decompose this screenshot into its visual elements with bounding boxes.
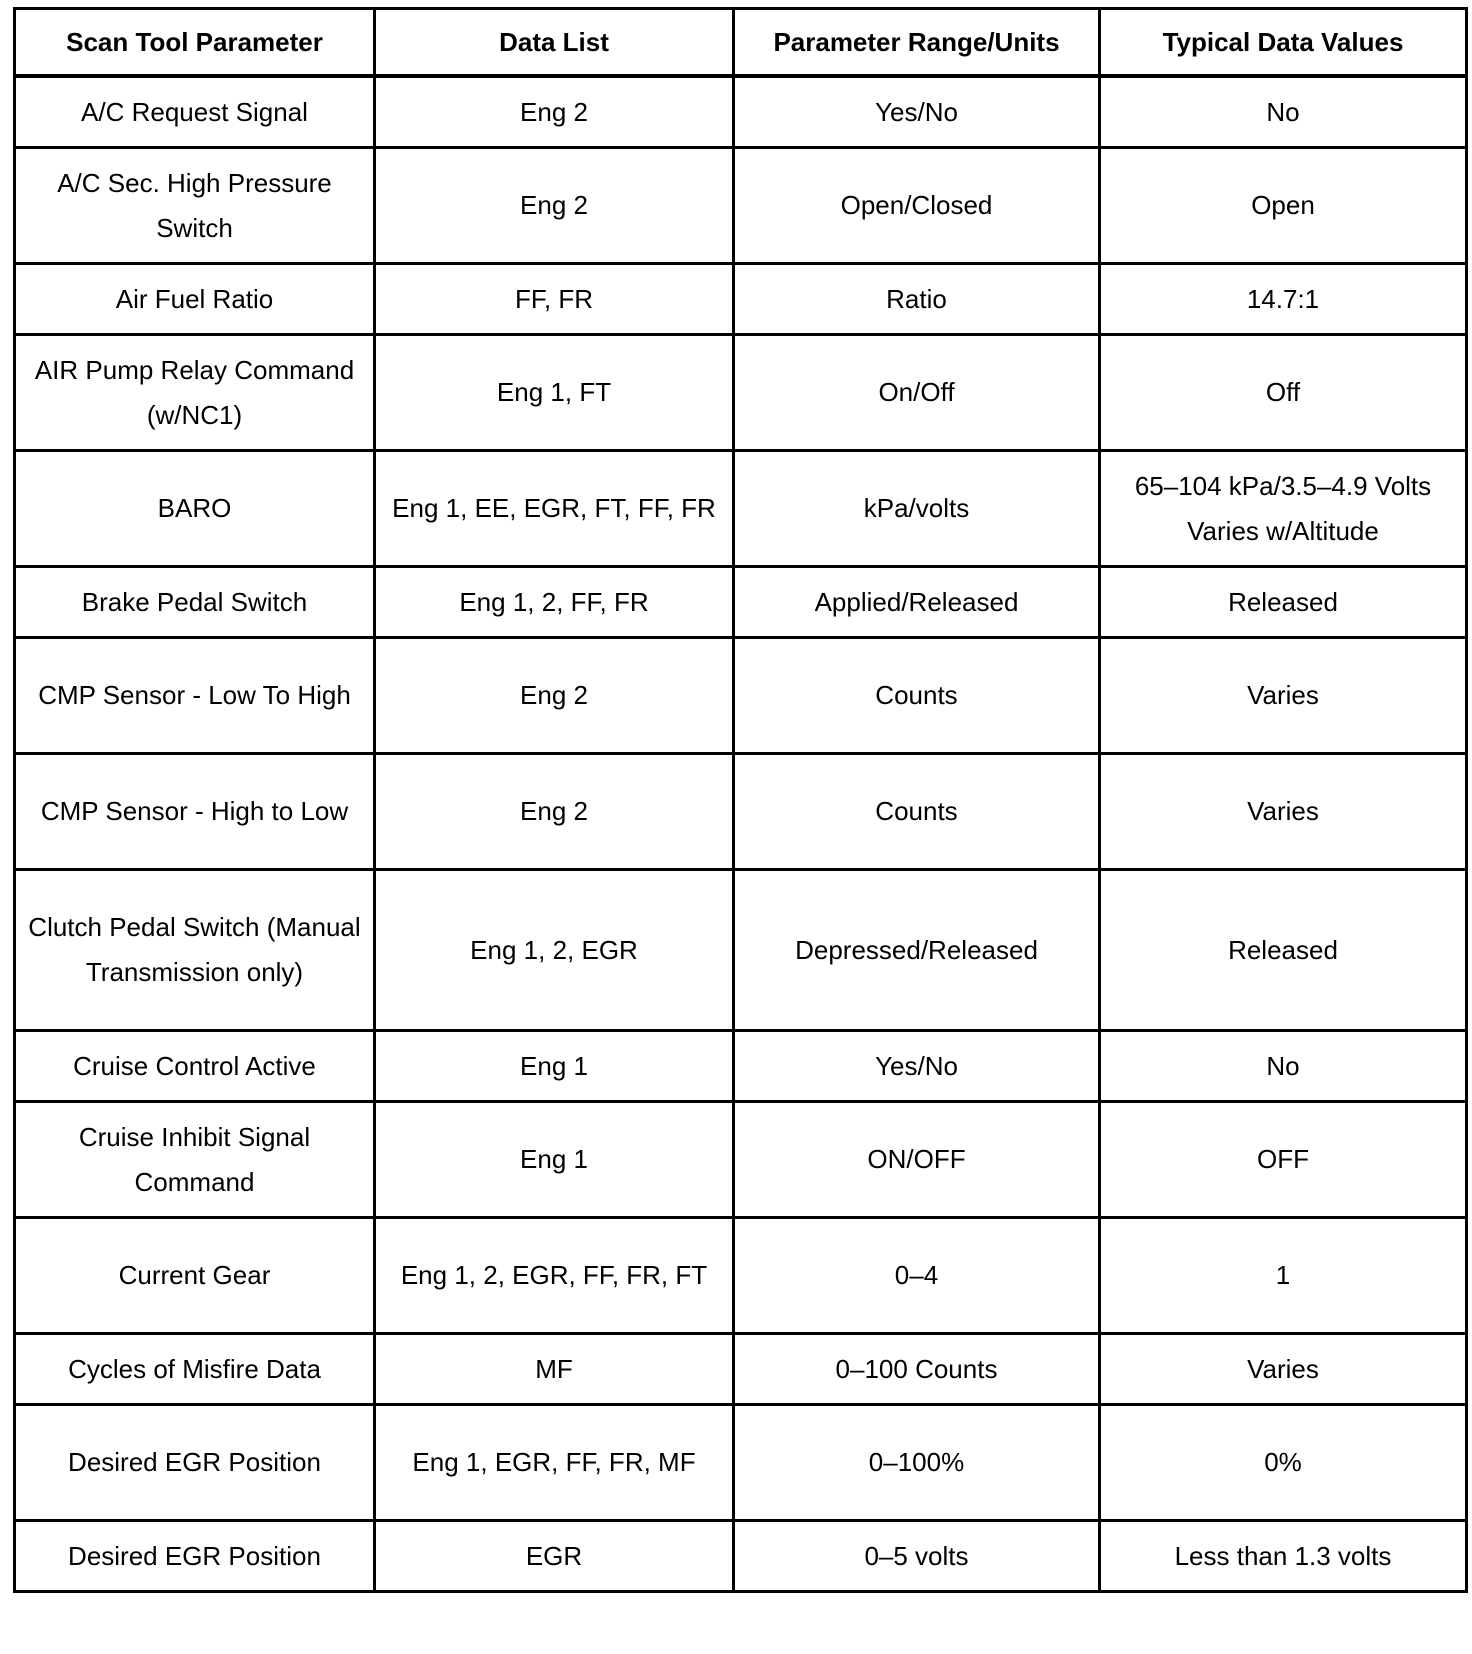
cell-parameter: BARO: [15, 451, 375, 567]
cell-typical-value: 0%: [1100, 1405, 1467, 1521]
table-row: [15, 1031, 1467, 1102]
cell-typical-value: Varies: [1100, 638, 1467, 754]
cell-range-units: Counts: [734, 638, 1100, 754]
table-row: [15, 1405, 1467, 1521]
cell-range-units: Yes/No: [734, 1031, 1100, 1102]
cell-typical-value: Less than 1.3 volts: [1100, 1521, 1467, 1592]
cell-data-list: Eng 1: [375, 1031, 734, 1102]
cell-parameter: Desired EGR Position: [15, 1521, 375, 1592]
header-typical-data-values: Typical Data Values: [1100, 9, 1467, 77]
table-row: [15, 1218, 1467, 1334]
cell-range-units: ON/OFF: [734, 1102, 1100, 1218]
cell-range-units: 0–100%: [734, 1405, 1100, 1521]
cell-typical-value: 1: [1100, 1218, 1467, 1334]
cell-data-list: FF, FR: [375, 264, 734, 335]
table-row: [15, 754, 1467, 870]
cell-parameter: AIR Pump Relay Command (w/NC1): [15, 335, 375, 451]
table-row: [15, 1521, 1467, 1592]
cell-typical-value: No: [1100, 76, 1467, 148]
header-data-list: Data List: [375, 9, 734, 77]
cell-data-list: Eng 2: [375, 76, 734, 148]
cell-data-list: Eng 2: [375, 148, 734, 264]
cell-data-list: Eng 2: [375, 754, 734, 870]
cell-typical-value: Released: [1100, 870, 1467, 1031]
document-page: [13, 7, 1465, 1593]
cell-data-list: Eng 1, 2, FF, FR: [375, 567, 734, 638]
cell-data-list: Eng 1, 2, EGR, FF, FR, FT: [375, 1218, 734, 1334]
cell-typical-value: No: [1100, 1031, 1467, 1102]
cell-data-list: Eng 1: [375, 1102, 734, 1218]
cell-parameter: Air Fuel Ratio: [15, 264, 375, 335]
table-row: [15, 1334, 1467, 1405]
table-row: [15, 76, 1467, 148]
cell-range-units: Depressed/Released: [734, 870, 1100, 1031]
cell-data-list: MF: [375, 1334, 734, 1405]
cell-range-units: Open/Closed: [734, 148, 1100, 264]
cell-parameter: A/C Request Signal: [15, 76, 375, 148]
cell-data-list: Eng 1, EE, EGR, FT, FF, FR: [375, 451, 734, 567]
header-scan-tool-parameter: Scan Tool Parameter: [15, 9, 375, 77]
cell-parameter: Cycles of Misfire Data: [15, 1334, 375, 1405]
table-row: [15, 567, 1467, 638]
cell-typical-value: Varies: [1100, 1334, 1467, 1405]
cell-typical-value: Open: [1100, 148, 1467, 264]
cell-data-list: Eng 1, 2, EGR: [375, 870, 734, 1031]
cell-range-units: 0–5 volts: [734, 1521, 1100, 1592]
cell-range-units: Yes/No: [734, 76, 1100, 148]
cell-range-units: 0–100 Counts: [734, 1334, 1100, 1405]
scan-tool-data-table: [13, 7, 1468, 1593]
table-row: [15, 638, 1467, 754]
table-header-row: [15, 9, 1467, 77]
cell-parameter: CMP Sensor - High to Low: [15, 754, 375, 870]
cell-parameter: Brake Pedal Switch: [15, 567, 375, 638]
cell-data-list: Eng 1, FT: [375, 335, 734, 451]
cell-range-units: Ratio: [734, 264, 1100, 335]
cell-parameter: A/C Sec. High Pressure Switch: [15, 148, 375, 264]
cell-data-list: EGR: [375, 1521, 734, 1592]
cell-range-units: Applied/Released: [734, 567, 1100, 638]
cell-typical-value: 65–104 kPa/3.5–4.9 Volts Varies w/Altitude: [1100, 451, 1467, 567]
cell-parameter: CMP Sensor - Low To High: [15, 638, 375, 754]
cell-typical-value: Varies: [1100, 754, 1467, 870]
table-row: [15, 451, 1467, 567]
cell-parameter: Cruise Control Active: [15, 1031, 375, 1102]
table-row: [15, 335, 1467, 451]
cell-range-units: On/Off: [734, 335, 1100, 451]
cell-typical-value: 14.7:1: [1100, 264, 1467, 335]
cell-typical-value: Off: [1100, 335, 1467, 451]
cell-typical-value: Released: [1100, 567, 1467, 638]
table-row: [15, 870, 1467, 1031]
cell-data-list: Eng 2: [375, 638, 734, 754]
cell-parameter: Desired EGR Position: [15, 1405, 375, 1521]
cell-range-units: Counts: [734, 754, 1100, 870]
table-row: [15, 1102, 1467, 1218]
cell-parameter: Clutch Pedal Switch (Manual Transmission only): [15, 870, 375, 1031]
cell-typical-value: OFF: [1100, 1102, 1467, 1218]
cell-range-units: kPa/volts: [734, 451, 1100, 567]
cell-data-list: Eng 1, EGR, FF, FR, MF: [375, 1405, 734, 1521]
cell-range-units: 0–4: [734, 1218, 1100, 1334]
table-row: [15, 148, 1467, 264]
cell-parameter: Cruise Inhibit Signal Command: [15, 1102, 375, 1218]
table-row: [15, 264, 1467, 335]
header-parameter-range-units: Parameter Range/Units: [734, 9, 1100, 77]
cell-parameter: Current Gear: [15, 1218, 375, 1334]
